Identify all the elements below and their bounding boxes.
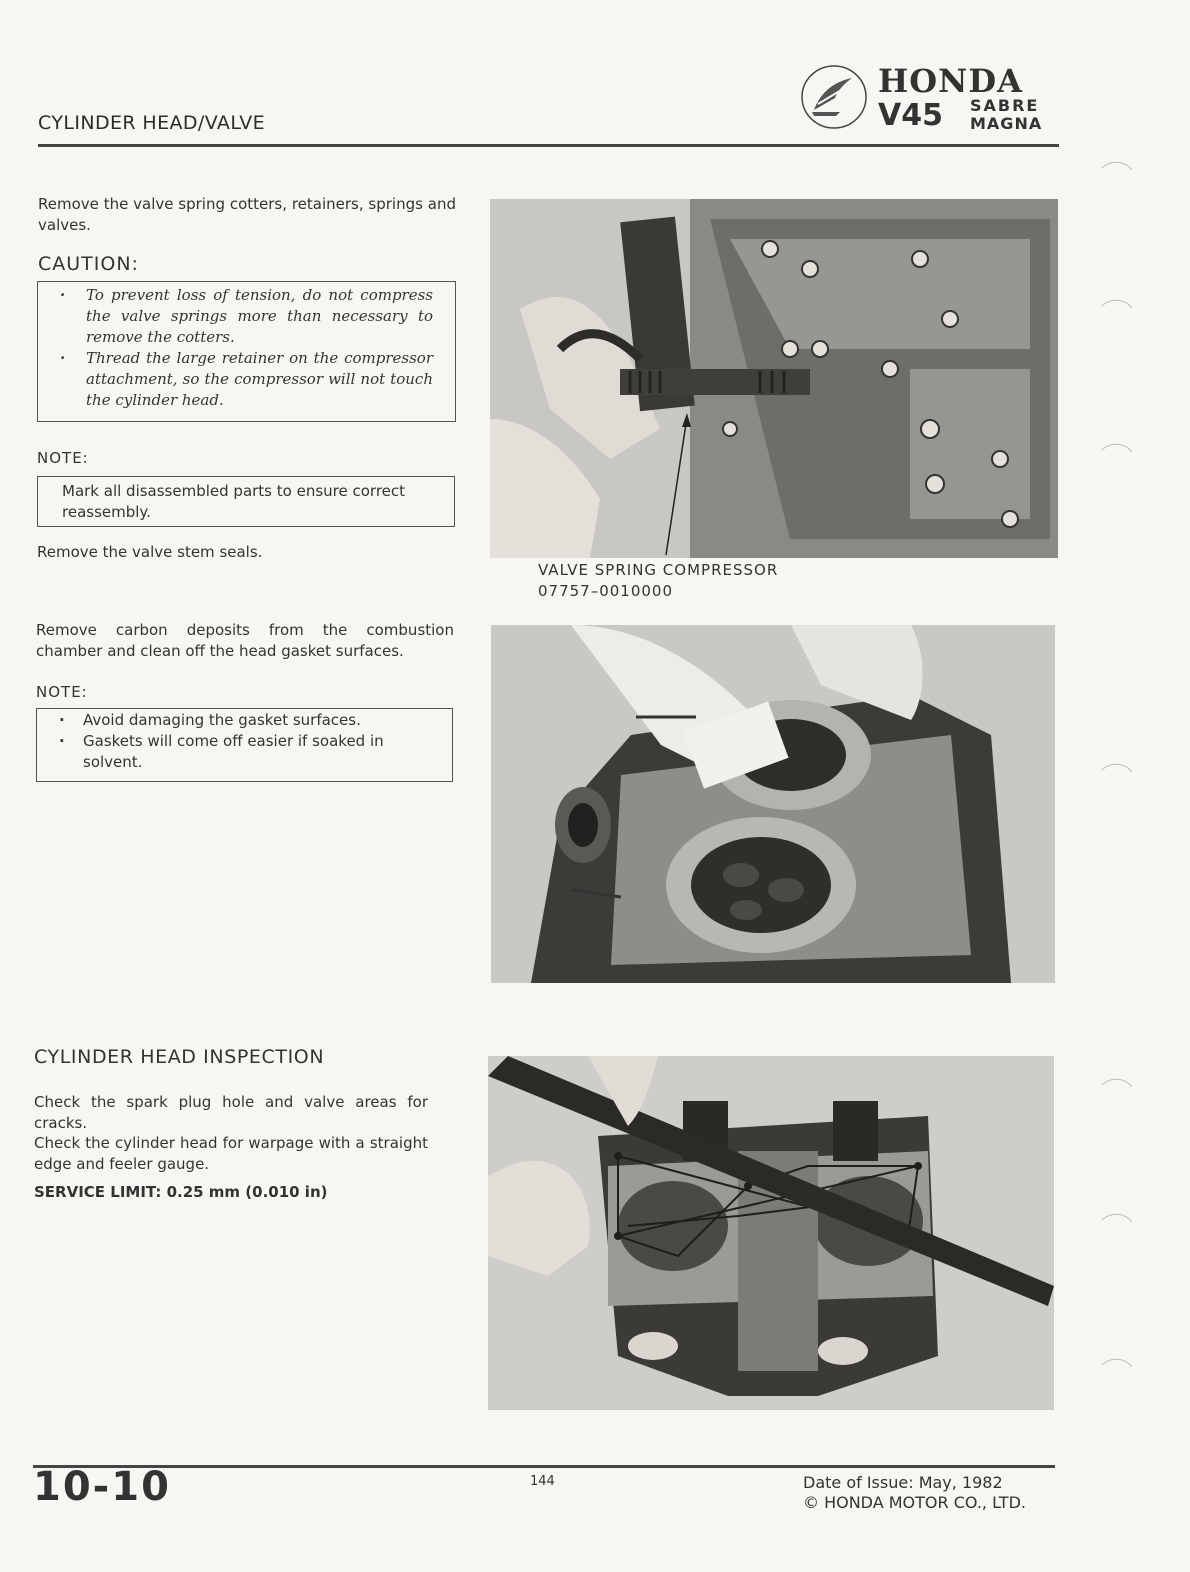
page-number: 144 [530, 1474, 555, 1489]
note-label: NOTE: [36, 683, 88, 701]
section-title: CYLINDER HEAD/VALVE [38, 112, 266, 134]
caution-item: · Thread the large retainer on the compressor attachment, so the compressor will not touch the cylinder head. [38, 348, 433, 411]
model-magna: MAGNA [970, 114, 1043, 133]
note-text: Mark all disassembled parts to ensure correct reassembly. [62, 482, 406, 521]
note-label: NOTE: [37, 449, 89, 467]
remove-valves-text: Remove the valve spring cotters, retainers, springs and valves. [38, 195, 456, 234]
note-item: · Avoid damaging the gasket surfaces. [37, 710, 430, 731]
note-box [36, 708, 453, 782]
valve-spring-compressor-photo [490, 199, 1058, 558]
check-plug-text: Check the spark plug hole and valve areas for cracks. [34, 1093, 428, 1132]
inspection-heading: CYLINDER HEAD INSPECTION [34, 1046, 325, 1068]
margin-mark [1100, 1075, 1134, 1089]
footer-rule [33, 1465, 1055, 1468]
model-sabre: SABRE [970, 96, 1040, 115]
service-limit-value: 0.25 mm (0.010 in) [166, 1183, 328, 1201]
margin-mark [1100, 1355, 1134, 1369]
figure-caption-part-number: 07757–0010000 [538, 582, 674, 600]
figure-caption-title: VALVE SPRING COMPRESSOR [538, 561, 779, 579]
honda-wing-logo-icon [800, 64, 868, 130]
warpage-inspection-photo [488, 1056, 1054, 1410]
caution-box [37, 281, 456, 422]
margin-mark [1100, 760, 1134, 774]
note-box [37, 476, 455, 527]
margin-mark [1100, 158, 1134, 172]
issue-date: Date of Issue: May, 1982 [803, 1473, 1003, 1492]
check-warpage-text: Check the cylinder head for warpage with a straight edge and feeler gauge. [34, 1134, 428, 1173]
margin-mark [1100, 440, 1134, 454]
margin-mark [1100, 1210, 1134, 1224]
page-code: 10-10 [33, 1464, 171, 1510]
copyright: © HONDA MOTOR CO., LTD. [803, 1493, 1026, 1512]
caution-label: CAUTION: [38, 253, 139, 275]
service-limit [34, 1183, 327, 1201]
header-rule [38, 144, 1059, 147]
service-limit-label: SERVICE LIMIT: [34, 1183, 162, 1201]
brand-name: HONDA [878, 62, 1023, 100]
gasket-cleaning-photo [491, 625, 1055, 983]
note-item: · Gaskets will come off easier if soaked in solvent. [37, 731, 430, 773]
margin-mark [1100, 296, 1134, 310]
model-number: V45 [878, 98, 943, 133]
remove-carbon-text: Remove carbon deposits from the combustion chamber and clean off the head gasket surfaces. [36, 621, 454, 660]
remove-seals-text: Remove the valve stem seals. [37, 543, 263, 561]
caution-item: · To prevent loss of tension, do not compress the valve springs more than necessary to remove the cotters. [38, 285, 433, 348]
